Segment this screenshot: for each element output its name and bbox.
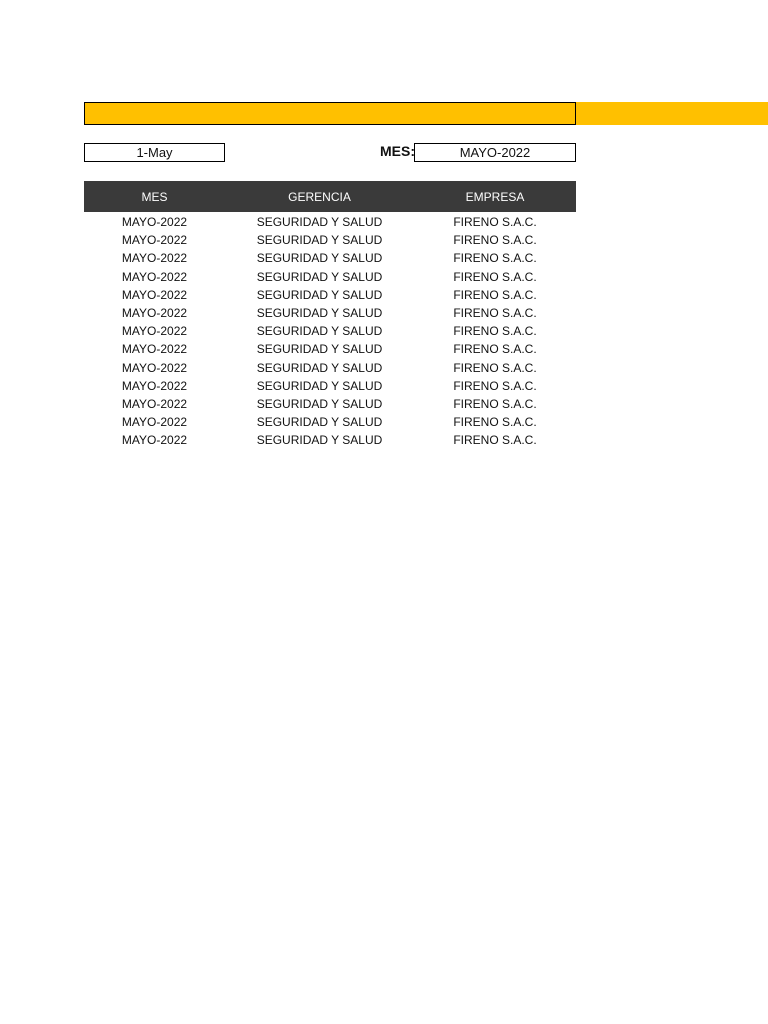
cell-mes: MAYO-2022 bbox=[121, 433, 188, 448]
table-row bbox=[84, 268, 576, 286]
cell-mes: MAYO-2022 bbox=[121, 342, 188, 357]
cell-gerencia: SEGURIDAD Y SALUD bbox=[256, 215, 383, 230]
cell-gerencia: SEGURIDAD Y SALUD bbox=[256, 433, 383, 448]
table-row bbox=[84, 231, 576, 249]
cell-empresa: FIRENO S.A.C. bbox=[453, 415, 537, 430]
cell-empresa: FIRENO S.A.C. bbox=[453, 342, 537, 357]
cell-gerencia: SEGURIDAD Y SALUD bbox=[256, 342, 383, 357]
column-header-empresa: EMPRESA bbox=[465, 189, 525, 204]
mes-label: MES: bbox=[380, 143, 415, 159]
table-row bbox=[84, 431, 576, 449]
cell-mes: MAYO-2022 bbox=[121, 251, 188, 266]
cell-mes: MAYO-2022 bbox=[121, 396, 188, 411]
data-table bbox=[84, 181, 576, 449]
cell-mes: MAYO-2022 bbox=[121, 360, 188, 375]
cell-mes: MAYO-2022 bbox=[121, 233, 188, 248]
cell-gerencia: SEGURIDAD Y SALUD bbox=[256, 360, 383, 375]
cell-empresa: FIRENO S.A.C. bbox=[453, 360, 537, 375]
cell-mes: MAYO-2022 bbox=[121, 215, 188, 230]
cell-mes: MAYO-2022 bbox=[121, 324, 188, 339]
cell-empresa: FIRENO S.A.C. bbox=[453, 306, 537, 321]
cell-gerencia: SEGURIDAD Y SALUD bbox=[256, 233, 383, 248]
table-header bbox=[84, 181, 576, 212]
table-row bbox=[84, 340, 576, 358]
mes-value-cell: MAYO-2022 bbox=[414, 143, 576, 162]
cell-mes: MAYO-2022 bbox=[121, 287, 188, 302]
cell-mes: MAYO-2022 bbox=[121, 306, 188, 321]
title-banner-cell bbox=[84, 102, 576, 125]
table-row bbox=[84, 377, 576, 395]
cell-mes: MAYO-2022 bbox=[121, 415, 188, 430]
cell-empresa: FIRENO S.A.C. bbox=[453, 251, 537, 266]
cell-gerencia: SEGURIDAD Y SALUD bbox=[256, 287, 383, 302]
cell-empresa: FIRENO S.A.C. bbox=[453, 215, 537, 230]
column-header-gerencia: GERENCIA bbox=[288, 189, 351, 204]
date-cell: 1-May bbox=[84, 143, 225, 162]
cell-gerencia: SEGURIDAD Y SALUD bbox=[256, 306, 383, 321]
column-header-mes: MES bbox=[141, 189, 168, 204]
cell-gerencia: SEGURIDAD Y SALUD bbox=[256, 378, 383, 393]
table-row bbox=[84, 304, 576, 322]
cell-empresa: FIRENO S.A.C. bbox=[453, 396, 537, 411]
cell-empresa: FIRENO S.A.C. bbox=[453, 433, 537, 448]
cell-gerencia: SEGURIDAD Y SALUD bbox=[256, 251, 383, 266]
cell-empresa: FIRENO S.A.C. bbox=[453, 324, 537, 339]
cell-mes: MAYO-2022 bbox=[121, 269, 188, 284]
cell-gerencia: SEGURIDAD Y SALUD bbox=[256, 396, 383, 411]
cell-empresa: FIRENO S.A.C. bbox=[453, 269, 537, 284]
table-row bbox=[84, 413, 576, 431]
cell-empresa: FIRENO S.A.C. bbox=[453, 378, 537, 393]
cell-mes: MAYO-2022 bbox=[121, 378, 188, 393]
table-body bbox=[84, 212, 576, 449]
table-row bbox=[84, 249, 576, 267]
cell-gerencia: SEGURIDAD Y SALUD bbox=[256, 324, 383, 339]
cell-empresa: FIRENO S.A.C. bbox=[453, 233, 537, 248]
table-row bbox=[84, 322, 576, 340]
table-row bbox=[84, 213, 576, 231]
cell-gerencia: SEGURIDAD Y SALUD bbox=[256, 269, 383, 284]
table-row bbox=[84, 395, 576, 413]
table-row bbox=[84, 286, 576, 304]
cell-empresa: FIRENO S.A.C. bbox=[453, 287, 537, 302]
table-row bbox=[84, 359, 576, 377]
cell-gerencia: SEGURIDAD Y SALUD bbox=[256, 415, 383, 430]
